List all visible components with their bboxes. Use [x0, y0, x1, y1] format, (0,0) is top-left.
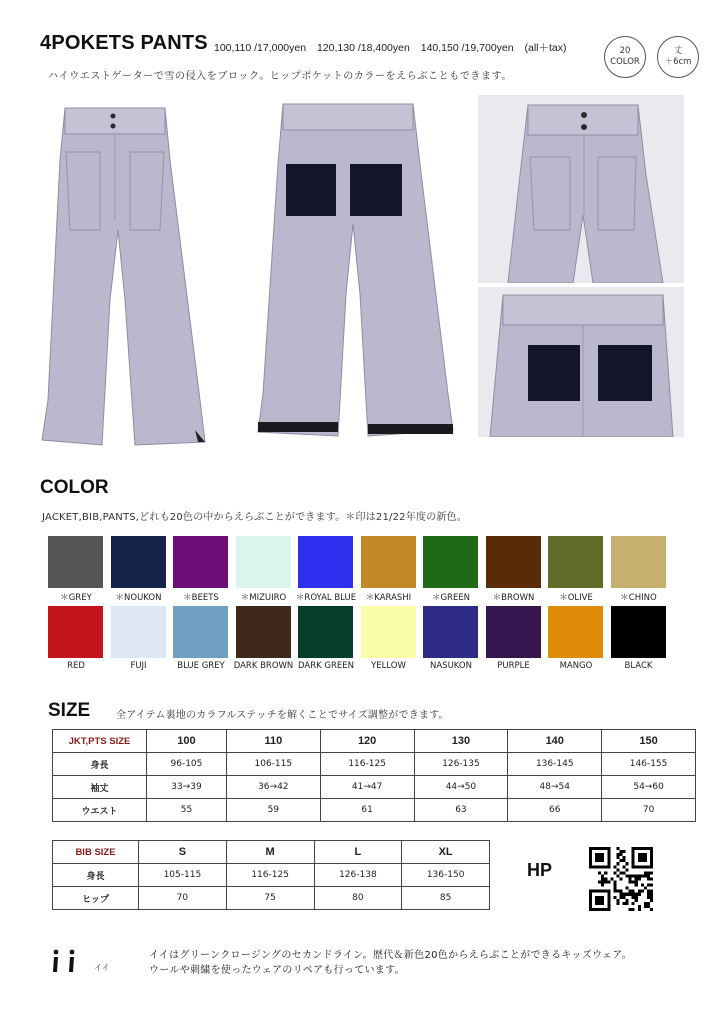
color-swatch-label: ＊KARASHI — [365, 593, 412, 603]
color-heading: COLOR — [40, 477, 109, 498]
table-cell: 105-115 — [139, 864, 227, 887]
pants-front-detail-photo — [478, 95, 684, 283]
table-row — [53, 887, 490, 910]
color-swatch-label: ＊CHINO — [620, 593, 657, 603]
logo-subtitle: イイ — [94, 963, 110, 972]
color-swatch[interactable] — [48, 606, 103, 658]
badge-line: COLOR — [610, 57, 640, 67]
color-swatch[interactable] — [236, 536, 291, 588]
table-cell: 116-125 — [320, 753, 414, 776]
color-swatch-label: BLUE GREY — [177, 661, 225, 671]
table-corner: BIB SIZE — [53, 841, 139, 864]
pants-back-detail-photo — [478, 287, 684, 437]
color-swatch-label: DARK GREEN — [298, 661, 354, 671]
footer-line: ウールや刺繍を使ったウェアのリペアも行っています。 — [149, 965, 405, 976]
price-list — [214, 40, 575, 55]
size-column-header: L — [314, 841, 402, 864]
tax-note: (all＋tax) — [524, 42, 567, 54]
pants-back-photo — [248, 94, 468, 446]
size-heading: SIZE — [48, 700, 91, 721]
size-column-header: 100 — [147, 730, 227, 753]
color-swatch[interactable] — [48, 536, 103, 588]
table-cell: 61 — [320, 799, 414, 822]
row-label: 身長 — [53, 864, 139, 887]
color-swatch[interactable] — [361, 536, 416, 588]
color-swatch-label: ＊MIZUIRO — [240, 593, 287, 603]
table-cell: 54→60 — [602, 776, 696, 799]
badge-line: 20 — [619, 46, 631, 57]
size-column-header: XL — [402, 841, 490, 864]
table-cell: 106-115 — [226, 753, 320, 776]
table-cell: 63 — [414, 799, 508, 822]
color-count-badge — [604, 36, 646, 78]
color-swatch-label: ＊OLIVE — [559, 593, 593, 603]
size-column-header: 150 — [602, 730, 696, 753]
size-column-header: 130 — [414, 730, 508, 753]
color-swatch-label: ＊BEETS — [183, 593, 219, 603]
table-row — [53, 776, 696, 799]
color-note: JACKET,BIB,PANTS,どれも20色の中からえらぶことができます。＊印は21/22年度の新色。 — [42, 512, 467, 523]
color-swatch[interactable] — [361, 606, 416, 658]
color-swatch-label: ＊NOUKON — [115, 593, 162, 603]
color-swatch-label: FUJI — [130, 661, 147, 671]
row-label: 袖丈 — [53, 776, 147, 799]
jkt-size-table — [52, 729, 696, 822]
color-swatch[interactable] — [611, 536, 666, 588]
hp-label: HP — [527, 860, 553, 880]
size-column-header: 120 — [320, 730, 414, 753]
color-swatch[interactable] — [611, 606, 666, 658]
table-cell: 70 — [139, 887, 227, 910]
color-swatch-label: BLACK — [624, 661, 653, 671]
table-cell: 126-138 — [314, 864, 402, 887]
size-column-header: M — [226, 841, 314, 864]
color-swatch[interactable] — [548, 606, 603, 658]
table-cell: 126-135 — [414, 753, 508, 776]
color-swatch[interactable] — [486, 536, 541, 588]
footer-line: イイはグリーンクロージングのセカンドライン。歴代＆新色20色からえらぶことができるキッズウェア。 — [149, 950, 633, 961]
color-swatch[interactable] — [173, 606, 228, 658]
table-cell: 136-150 — [402, 864, 490, 887]
pants-front-photo — [30, 100, 240, 450]
color-swatch[interactable] — [548, 536, 603, 588]
badge-line: 丈 — [673, 46, 683, 57]
price-item: 120,130 /18,400yen — [316, 42, 410, 54]
color-swatch[interactable] — [111, 606, 166, 658]
table-cell: 146-155 — [602, 753, 696, 776]
price-item: 100,110 /17,000yen — [214, 42, 307, 54]
size-column-header: S — [139, 841, 227, 864]
table-cell: 59 — [226, 799, 320, 822]
color-swatch-label: DARK BROWN — [233, 661, 294, 671]
color-swatch-label: MANGO — [559, 661, 593, 671]
page-title: 4POKETS PANTS — [40, 32, 208, 54]
table-corner: JKT,PTS SIZE — [53, 730, 147, 753]
color-swatch-label: ＊GREEN — [431, 593, 471, 603]
table-row — [53, 799, 696, 822]
color-swatch-label: ＊GREY — [60, 593, 92, 603]
ii-logo-icon — [48, 948, 88, 974]
table-cell: 33→39 — [147, 776, 227, 799]
qr-code-icon[interactable] — [589, 847, 653, 911]
product-description: ハイウエストゲーターで雪の侵入をブロック。ヒップポケットのカラーをえらぶこともできます。 — [48, 71, 512, 82]
color-swatch[interactable] — [486, 606, 541, 658]
color-swatch[interactable] — [236, 606, 291, 658]
length-badge — [657, 36, 699, 78]
table-cell: 70 — [602, 799, 696, 822]
table-cell: 85 — [402, 887, 490, 910]
table-cell: 55 — [147, 799, 227, 822]
color-swatch[interactable] — [173, 536, 228, 588]
table-cell: 96-105 — [147, 753, 227, 776]
table-cell: 136-145 — [508, 753, 602, 776]
color-swatch-label: PURPLE — [497, 661, 530, 671]
table-row — [53, 753, 696, 776]
color-swatch-label: ＊ROYAL BLUE — [295, 593, 357, 603]
table-cell: 48→54 — [508, 776, 602, 799]
row-label: 身長 — [53, 753, 147, 776]
color-swatch-label: YELLOW — [371, 661, 406, 671]
footer-text — [149, 948, 632, 978]
table-cell: 80 — [314, 887, 402, 910]
color-swatch[interactable] — [298, 606, 353, 658]
price-item: 140,150 /19,700yen — [420, 42, 514, 54]
color-swatch-label: NASUKON — [430, 661, 472, 671]
badge-line: ＋6cm — [664, 57, 692, 67]
color-swatch[interactable] — [423, 606, 478, 658]
table-cell: 66 — [508, 799, 602, 822]
size-column-header: 140 — [508, 730, 602, 753]
color-swatch[interactable] — [298, 536, 353, 588]
table-row — [53, 864, 490, 887]
row-label: ヒップ — [53, 887, 139, 910]
table-cell: 41→47 — [320, 776, 414, 799]
table-cell: 44→50 — [414, 776, 508, 799]
table-cell: 75 — [226, 887, 314, 910]
table-cell: 36→42 — [226, 776, 320, 799]
size-column-header: 110 — [226, 730, 320, 753]
table-cell: 116-125 — [226, 864, 314, 887]
size-note: 全アイテム裏地のカラフルステッチを解くことでサイズ調整ができます。 — [116, 710, 449, 721]
color-swatch-label: RED — [67, 661, 85, 671]
color-swatch[interactable] — [111, 536, 166, 588]
color-swatch-label: ＊BROWN — [492, 593, 535, 603]
row-label: ウエスト — [53, 799, 147, 822]
bib-size-table — [52, 840, 490, 910]
color-swatch[interactable] — [423, 536, 478, 588]
